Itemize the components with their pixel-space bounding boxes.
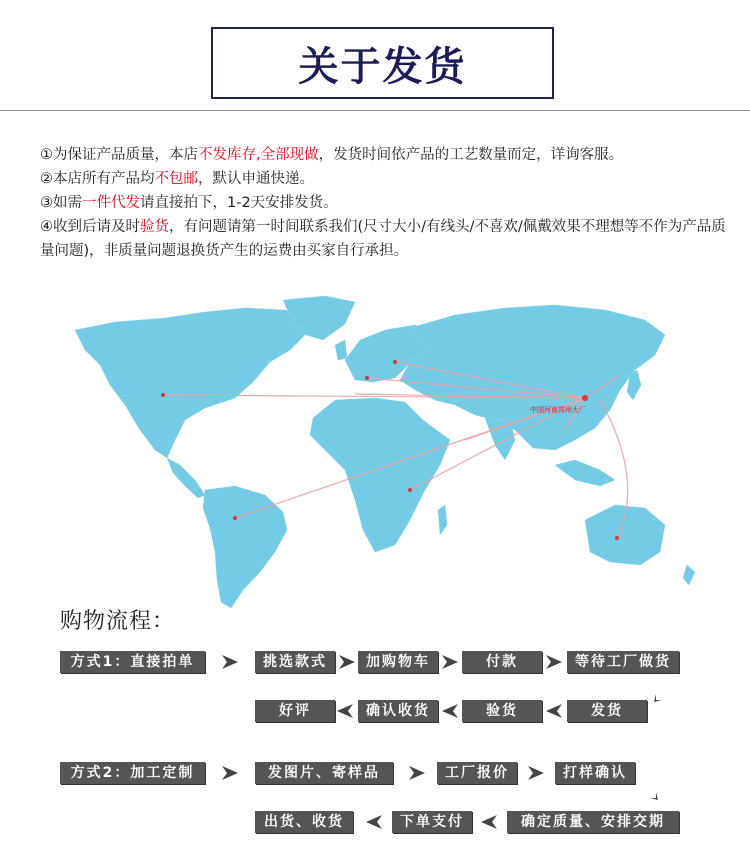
world-map-svg	[55, 290, 705, 615]
arrow-down-right-icon	[640, 782, 660, 802]
factory-origin-marker	[582, 395, 588, 401]
step-review: 好评	[255, 700, 335, 722]
north-america-shape	[75, 308, 315, 458]
note-3-highlight: 一件代发	[82, 195, 140, 211]
arrow-down-left-icon	[652, 684, 672, 704]
asia-shape	[400, 305, 665, 450]
note-3	[40, 191, 740, 215]
step-send-images: 发图片、寄样品	[255, 762, 393, 784]
arrow-left-icon	[479, 812, 499, 832]
arrow-left-icon	[544, 701, 564, 721]
new-zealand-shape	[683, 565, 695, 585]
world-shipping-map	[55, 290, 705, 615]
note-3-text: ③如需	[40, 195, 82, 211]
note-2-highlight: 不包邮	[154, 171, 198, 187]
arrow-right-icon	[407, 763, 427, 783]
step-sample-confirm: 打样确认	[555, 762, 635, 784]
shipping-notes	[40, 143, 740, 263]
arrow-right-icon	[220, 763, 240, 783]
destination-north-america-marker	[161, 393, 165, 397]
step-order-payment: 下单支付	[392, 811, 472, 833]
step-quality-schedule: 确定质量、安排交期	[507, 811, 679, 833]
arrow-right-icon	[526, 763, 546, 783]
note-4-text: ④收到后请及时	[40, 219, 140, 235]
arrow-right-icon	[220, 652, 240, 672]
flow-title: 购物流程：	[60, 609, 176, 634]
arrow-left-icon	[335, 701, 355, 721]
arrow-left-icon	[364, 812, 384, 832]
title-divider	[0, 110, 750, 111]
note-4-text-end: ，有问题请第一时间联系我们(尺寸大小/有线头/不喜欢/佩戴效果不理想等不作为产品质量问题)，非质量问题退换货产生的运费由买家自行承担。	[40, 219, 726, 259]
step-confirm-receipt: 确认收货	[358, 700, 438, 722]
note-1-text-end: ，发货时间依产品的工艺数量而定，详询客服。	[318, 147, 624, 163]
arrow-right-icon	[544, 652, 564, 672]
step-ship-receive: 出货、收货	[255, 811, 353, 833]
africa-shape	[310, 398, 450, 552]
note-4-highlight: 验货	[140, 219, 169, 235]
step-add-to-cart: 加购物车	[358, 651, 438, 673]
central-america-shape	[167, 458, 205, 498]
arrow-left-icon	[440, 701, 460, 721]
destination-australia-marker	[615, 536, 619, 540]
destination-europe-marker-1	[393, 360, 397, 364]
destination-south-america-marker	[233, 516, 237, 520]
destination-africa-marker	[408, 488, 412, 492]
step-ship: 发货	[567, 700, 647, 722]
note-2	[40, 167, 740, 191]
arrow-right-icon	[440, 652, 460, 672]
note-3-text-end: 请直接拍下，1-2天安排发货。	[140, 195, 338, 211]
madagascar-shape	[438, 505, 447, 535]
note-2-text: ②本店所有产品均	[40, 171, 155, 187]
step-wait-factory: 等待工厂做货	[567, 651, 679, 673]
step-pay: 付款	[462, 651, 542, 673]
note-4	[40, 215, 740, 263]
note-1-highlight: 不发库存,全部现做	[198, 147, 319, 163]
uk-shape	[335, 340, 347, 360]
factory-label: 中国河南郑州大厂	[530, 406, 586, 414]
page-title: 关于发货	[298, 43, 467, 90]
step-select-style: 挑选款式	[255, 651, 335, 673]
note-1	[40, 143, 740, 167]
header-title-box	[211, 27, 554, 99]
step-factory-quote: 工厂报价	[437, 762, 517, 784]
note-1-text: ①为保证产品质量，本店	[40, 147, 198, 163]
method1-label: 方式1：直接拍单	[60, 651, 205, 673]
destination-europe-marker-2	[365, 376, 369, 380]
step-inspect: 验货	[462, 700, 542, 722]
southeast-asia-islands-shape	[555, 460, 615, 486]
method2-label: 方式2：加工定制	[60, 762, 205, 784]
note-2-text-end: ，默认申通快递。	[198, 171, 314, 187]
arrow-right-icon	[337, 652, 357, 672]
